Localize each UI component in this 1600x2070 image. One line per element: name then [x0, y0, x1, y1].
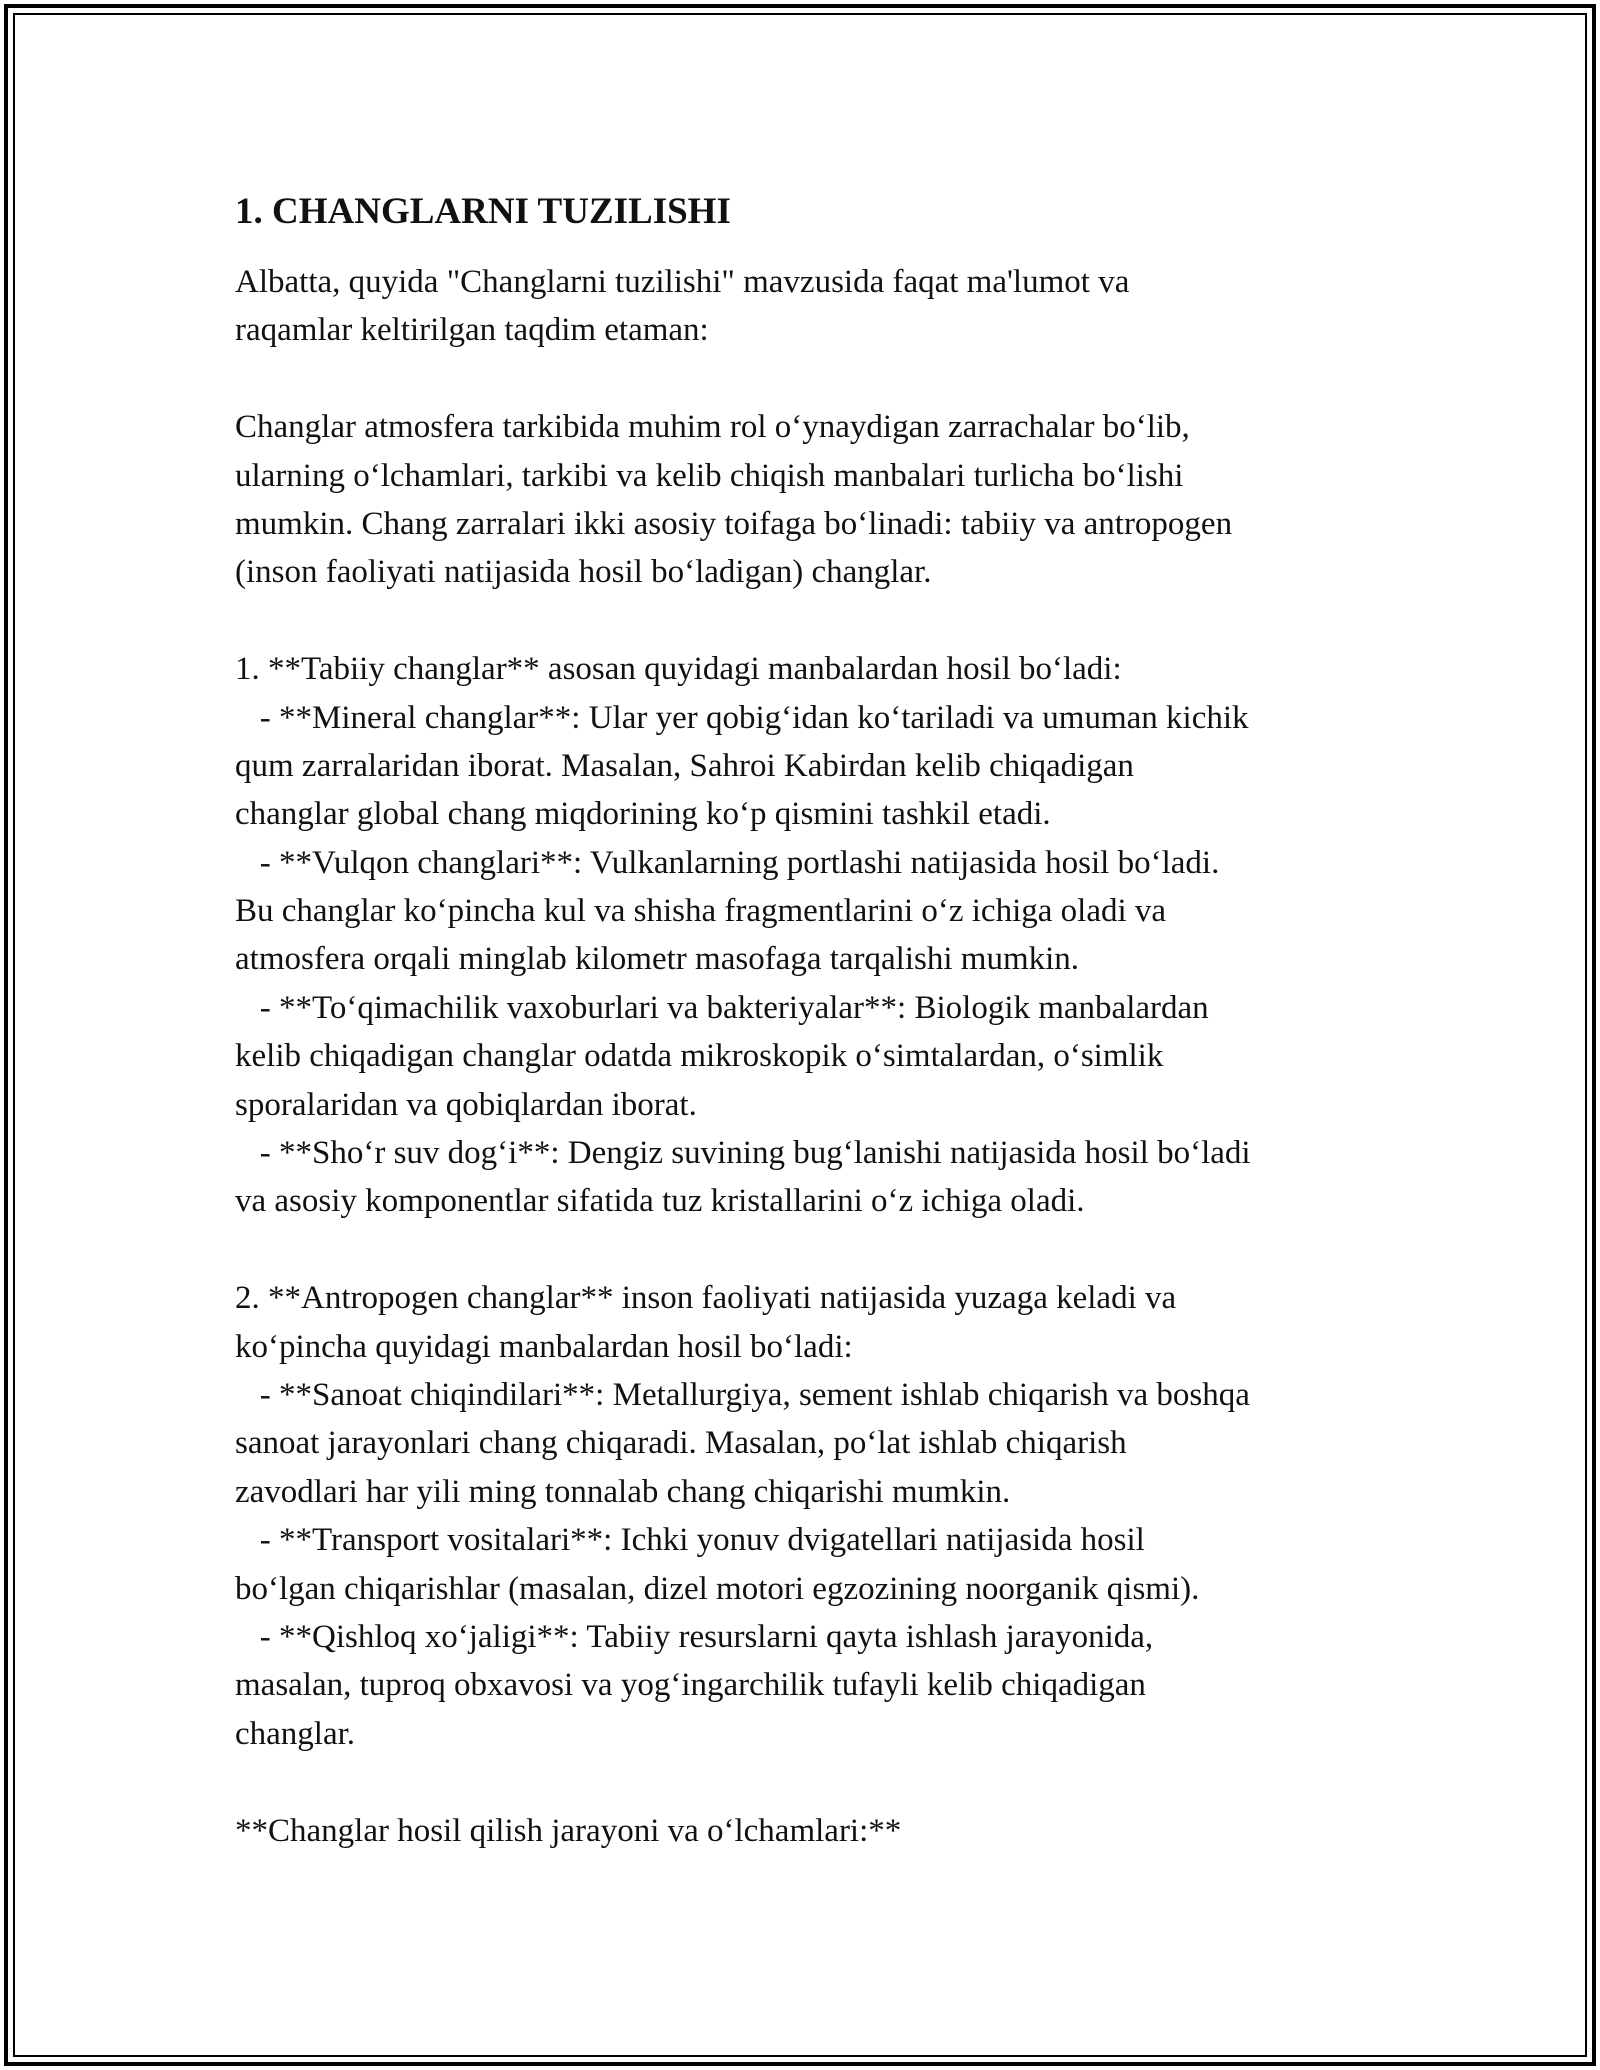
- text-line: - **Qishloq xo‘jaligi**: Tabiiy resurslarni qayta ishlash jarayonida,: [235, 1618, 1154, 1655]
- document-heading: 1. CHANGLARNI TUZILISHI: [235, 191, 731, 232]
- text-line: qum zarralaridan iborat. Masalan, Sahroi Kabirdan kelib chiqadigan: [235, 747, 1134, 784]
- text-line: ko‘pincha quyidagi manbalardan hosil bo‘ladi:: [235, 1328, 853, 1365]
- text-line: - **Vulqon changlari**: Vulkanlarning portlashi natijasida hosil bo‘ladi.: [235, 844, 1220, 881]
- text-line: masalan, tuproq obxavosi va yog‘ingarchilik tufayli kelib chiqadigan: [235, 1667, 1146, 1704]
- text-line: [235, 355, 1370, 403]
- text-line: (inson faoliyati natijasida hosil bo‘ladigan) changlar.: [235, 554, 932, 591]
- text-line: [235, 1758, 1370, 1806]
- text-line: - **To‘qimachilik vaxoburlari va bakteriyalar**: Biologik manbalardan: [235, 989, 1209, 1026]
- text-line: - **Transport vositalari**: Ichki yonuv dvigatellari natijasida hosil: [235, 1522, 1145, 1559]
- text-line: bo‘lgan chiqarishlar (masalan, dizel motori egzozining noorganik qismi).: [235, 1570, 1200, 1607]
- text-line: [235, 1226, 1370, 1274]
- text-line: ularning o‘lchamlari, tarkibi va kelib chiqish manbalari turlicha bo‘lishi: [235, 457, 1184, 494]
- text-line: [235, 597, 1370, 645]
- text-line: mumkin. Chang zarralari ikki asosiy toifaga bo‘linadi: tabiiy va antropogen: [235, 505, 1233, 542]
- text-line: raqamlar keltirilgan taqdim etaman:: [235, 312, 709, 349]
- document-text: [235, 258, 1370, 1855]
- text-line: 2. **Antropogen changlar** inson faoliyati natijasida yuzaga keladi va: [235, 1280, 1177, 1317]
- text-line: changlar.: [235, 1715, 356, 1752]
- text-line: **Changlar hosil qilish jarayoni va o‘lchamlari:**: [235, 1812, 902, 1849]
- text-line: - **Sanoat chiqindilari**: Metallurgiya, sement ishlab chiqarish va boshqa: [235, 1376, 1250, 1413]
- text-line: Albatta, quyida "Changlarni tuzilishi" mavzusida faqat ma'lumot va: [235, 264, 1130, 300]
- text-line: - **Sho‘r suv dog‘i**: Dengiz suvining bug‘lanishi natijasida hosil bo‘ladi: [235, 1135, 1251, 1172]
- text-line: 1. **Tabiiy changlar** asosan quyidagi manbalardan hosil bo‘ladi:: [235, 651, 1122, 688]
- text-line: - **Mineral changlar**: Ular yer qobig‘idan ko‘tariladi va umuman kichik: [235, 699, 1249, 736]
- text-line: sporalaridan va qobiqlardan iborat.: [235, 1086, 697, 1123]
- text-line: sanoat jarayonlari chang chiqaradi. Masalan, po‘lat ishlab chiqarish: [235, 1425, 1127, 1462]
- text-line: Changlar atmosfera tarkibida muhim rol o‘ynaydigan zarrachalar bo‘lib,: [235, 409, 1190, 446]
- text-line: va asosiy komponentlar sifatida tuz kristallarini o‘z ichiga oladi.: [235, 1183, 1085, 1220]
- text-line: kelib chiqadigan changlar odatda mikroskopik o‘simtalardan, o‘simlik: [235, 1038, 1164, 1075]
- text-line: atmosfera orqali minglab kilometr masofaga tarqalishi mumkin.: [235, 941, 1080, 978]
- text-line: zavodlari har yili ming tonnalab chang chiqarishi mumkin.: [235, 1473, 1011, 1510]
- document-body: [235, 188, 1370, 1855]
- text-line: Bu changlar ko‘pincha kul va shisha fragmentlarini o‘z ichiga oladi va: [235, 893, 1167, 930]
- text-line: changlar global chang miqdorining ko‘p qismini tashkil etadi.: [235, 796, 1051, 833]
